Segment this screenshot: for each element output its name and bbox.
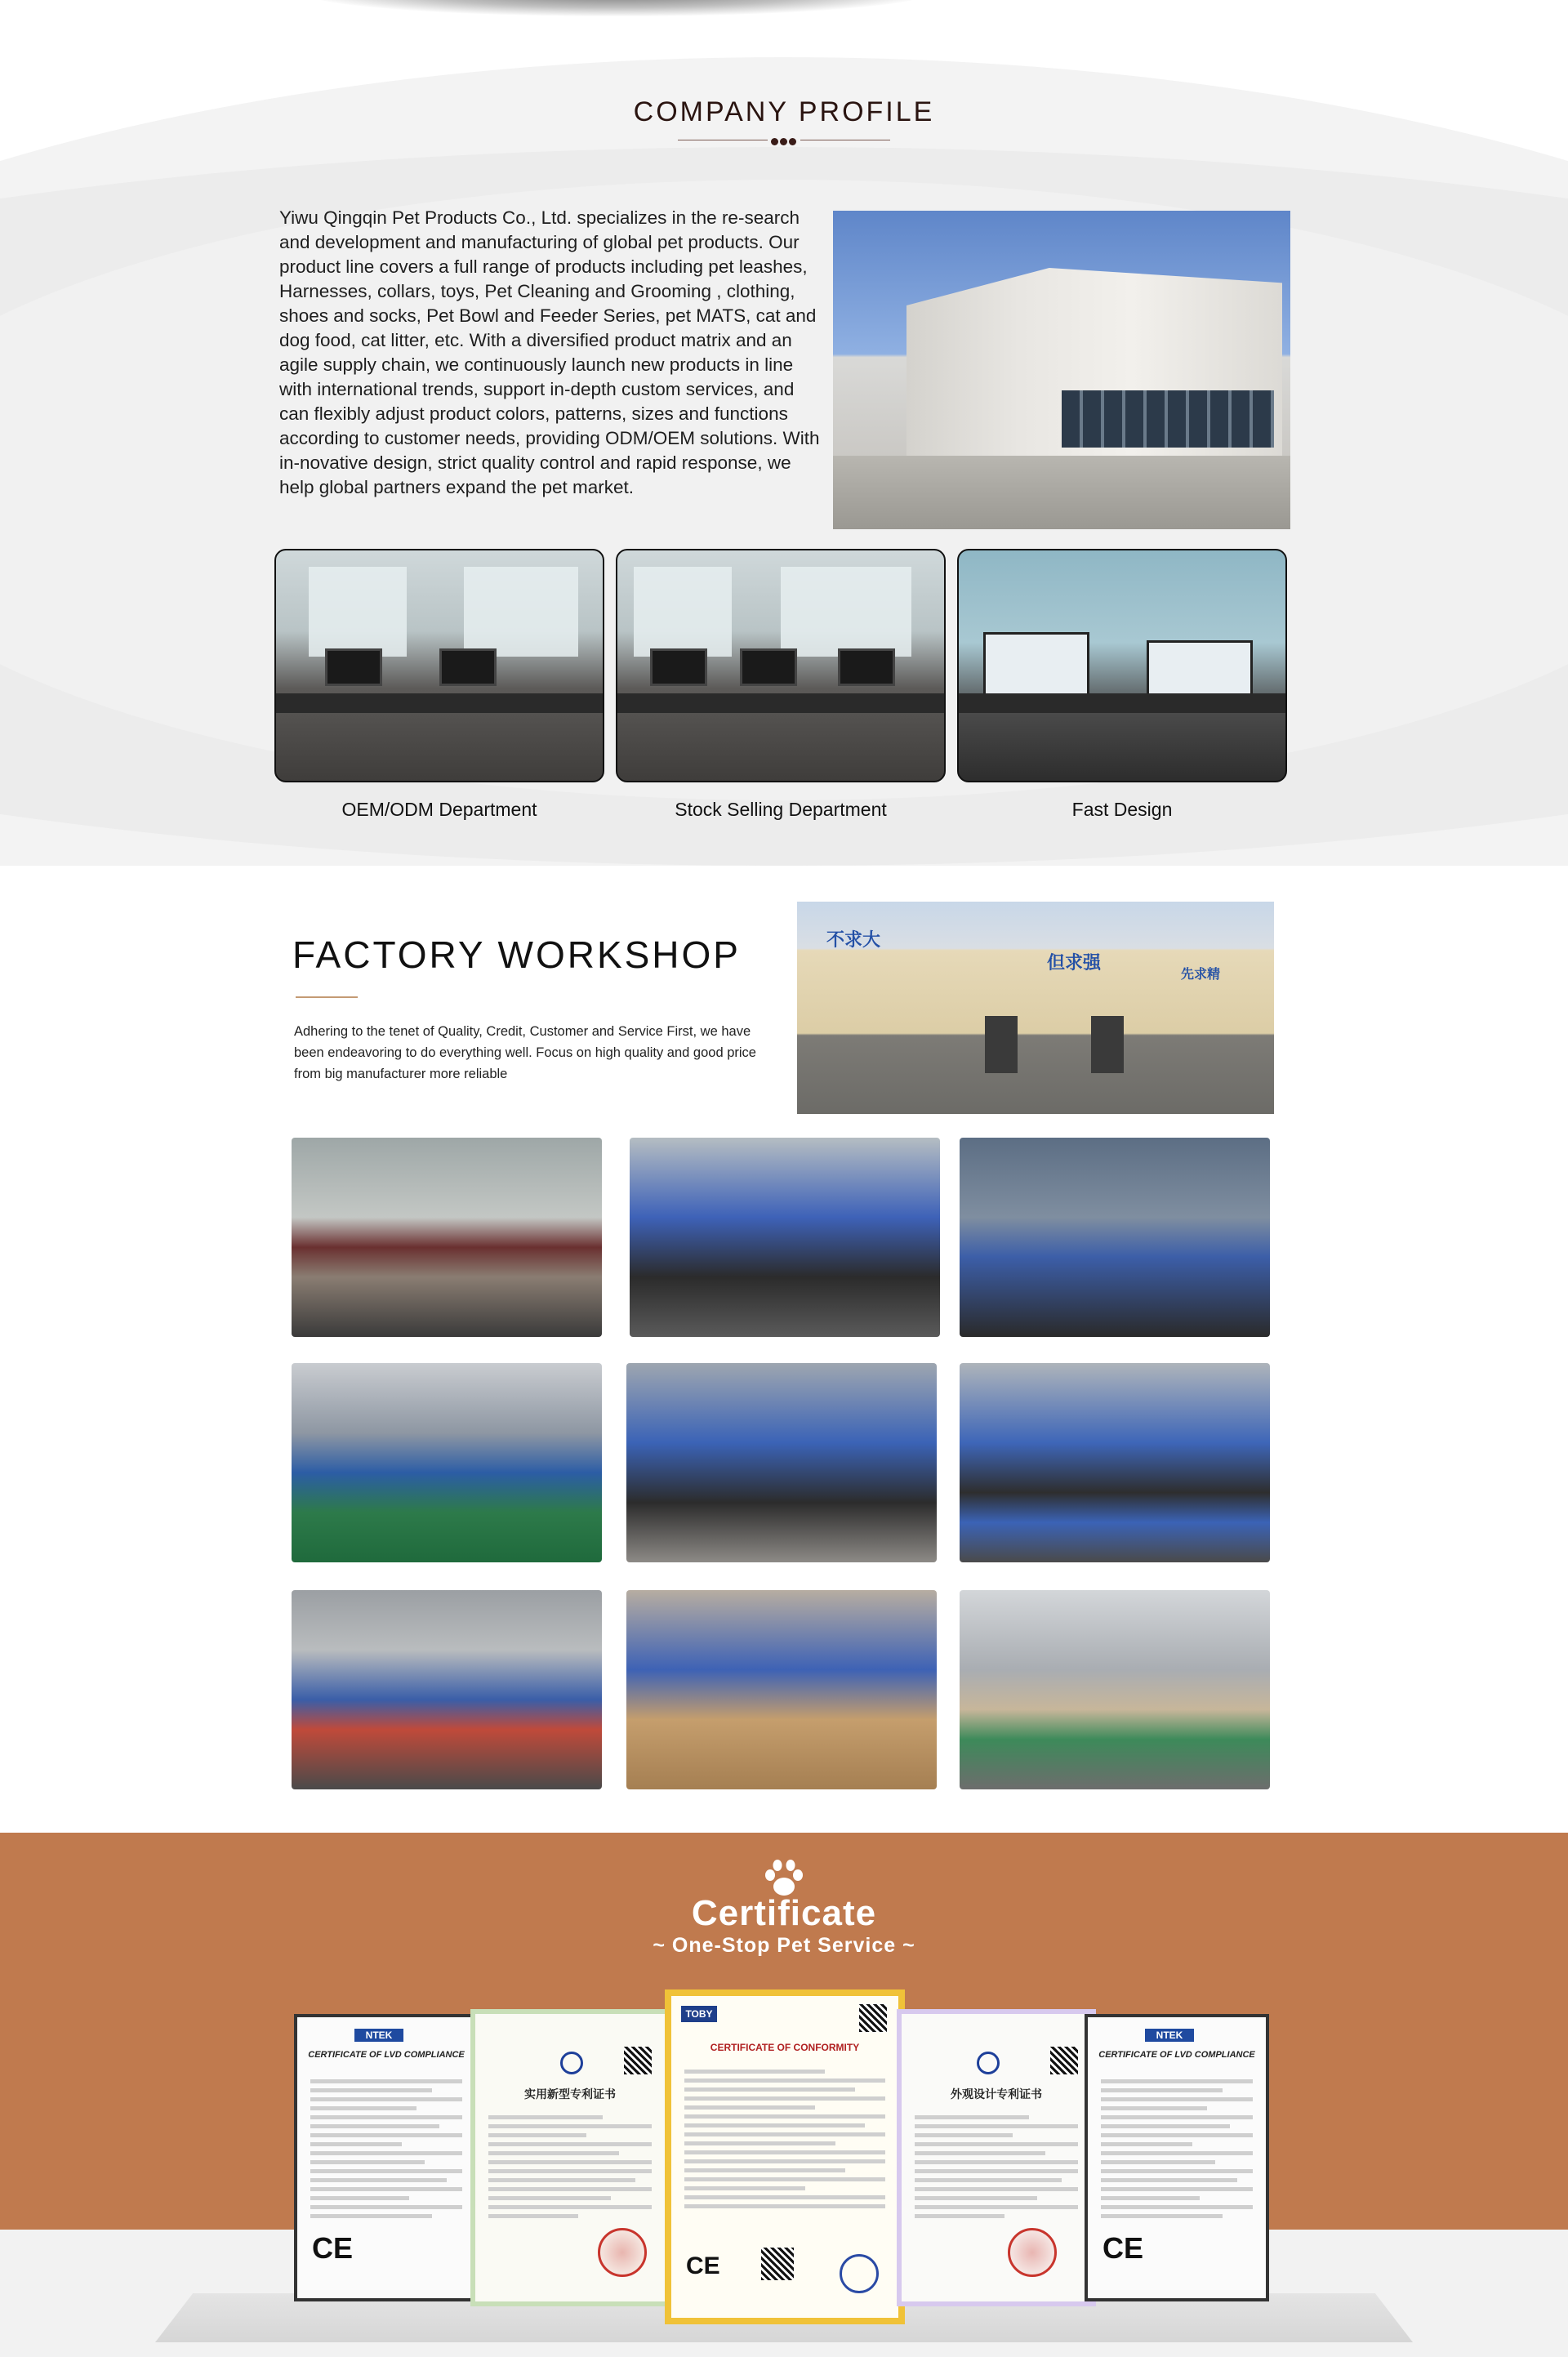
factory-workshop-title: FACTORY WORKSHOP [292,933,741,976]
stock-selling-department-photo [616,549,946,782]
fast-design-label: Fast Design [1071,799,1173,820]
certificate-subtitle: ~ One-Stop Pet Service ~ [653,1934,915,1957]
patent-office-logo [560,2052,583,2074]
design-patent-certificate [897,2009,1096,2306]
factory-building-photo [797,902,1274,1114]
title-divider [678,136,890,145]
factory-sign-1: 不求大 [826,929,881,950]
blue-seal-stamp [840,2254,879,2293]
workshop-photo [292,1138,602,1337]
workshop-photo [292,1590,602,1789]
certificate-of-conformity [665,1989,905,2324]
fast-design-department-photo [957,549,1287,782]
workshop-photo [960,1138,1270,1337]
lvd-certificate-heading: CERTIFICATE OF LVD COMPLIANCE [308,2050,465,2060]
oem-odm-department-photo [274,549,604,782]
company-building-photo [833,211,1290,529]
utility-patent-heading: 实用新型专利证书 [524,2087,616,2101]
factory-title-underline [296,996,358,998]
factory-sign-3: 先求精 [1181,968,1221,982]
company-profile-title: COMPANY PROFILE [633,96,935,127]
design-patent-heading: 外观设计专利证书 [951,2087,1042,2101]
utility-patent-certificate [470,2009,670,2306]
ntek-logo: NTEK [354,2029,403,2042]
patent-office-logo [977,2052,1000,2074]
workshop-photo [960,1363,1270,1562]
certificate-title: Certificate [691,1893,877,1933]
stock-selling-department-label: Stock Selling Department [675,799,887,820]
toby-logo: TOBY [681,2006,717,2022]
oem-odm-department-label: OEM/ODM Department [341,799,537,820]
qr-code-icon [1050,2047,1078,2074]
lvd-certificate-left [294,2014,479,2301]
factory-sign-2: 但求强 [1047,952,1102,973]
lvd-certificate-heading: CERTIFICATE OF LVD COMPLIANCE [1098,2050,1255,2060]
top-shadow-decoration [302,0,931,16]
workshop-photo [626,1363,937,1562]
company-profile-text: Yiwu Qingqin Pet Products Co., Ltd. specializes in the re-search and development and manufacturing of global pet products. Our product line covers a full range of products including pet leashes, Harnesses, collars, toys, Pet Cleaning and Grooming , clothing, shoes and socks, Pet Bowl and Feeder Series, pet MATS, cat and dog food, cat litter, etc. With a diversified product matrix and an agile supply chain, we continuously launch new products in line with international trends, support in-depth custom services, and can flexibly adjust product colors, patterns, sizes and functions according to customer needs, providing ODM/OEM solutions. With in-novative design, strict quality control and rapid response, we help global partners expand the pet market. [279,207,820,497]
conformity-heading: CERTIFICATE OF CONFORMITY [710,2042,860,2053]
red-seal-stamp [1008,2228,1057,2277]
qr-code-icon [859,2004,887,2032]
qr-code-icon [624,2047,652,2074]
lvd-certificate-right [1085,2014,1269,2301]
workshop-photo [626,1590,937,1789]
ce-mark: CE [686,2252,720,2279]
ce-mark: CE [312,2231,354,2265]
ce-mark: CE [1102,2231,1144,2265]
qr-code-icon [761,2248,794,2280]
paw-icon [763,1859,805,1898]
factory-workshop-description: Adhering to the tenet of Quality, Credit, Customer and Service First, we have been endeavoring to do everything well. Focus on high quality and good price from big manufacturer more reliable [294,1024,756,1081]
workshop-photo [630,1138,940,1337]
workshop-photo [292,1363,602,1562]
ntek-logo: NTEK [1145,2029,1194,2042]
red-seal-stamp [598,2228,647,2277]
workshop-photo [960,1590,1270,1789]
